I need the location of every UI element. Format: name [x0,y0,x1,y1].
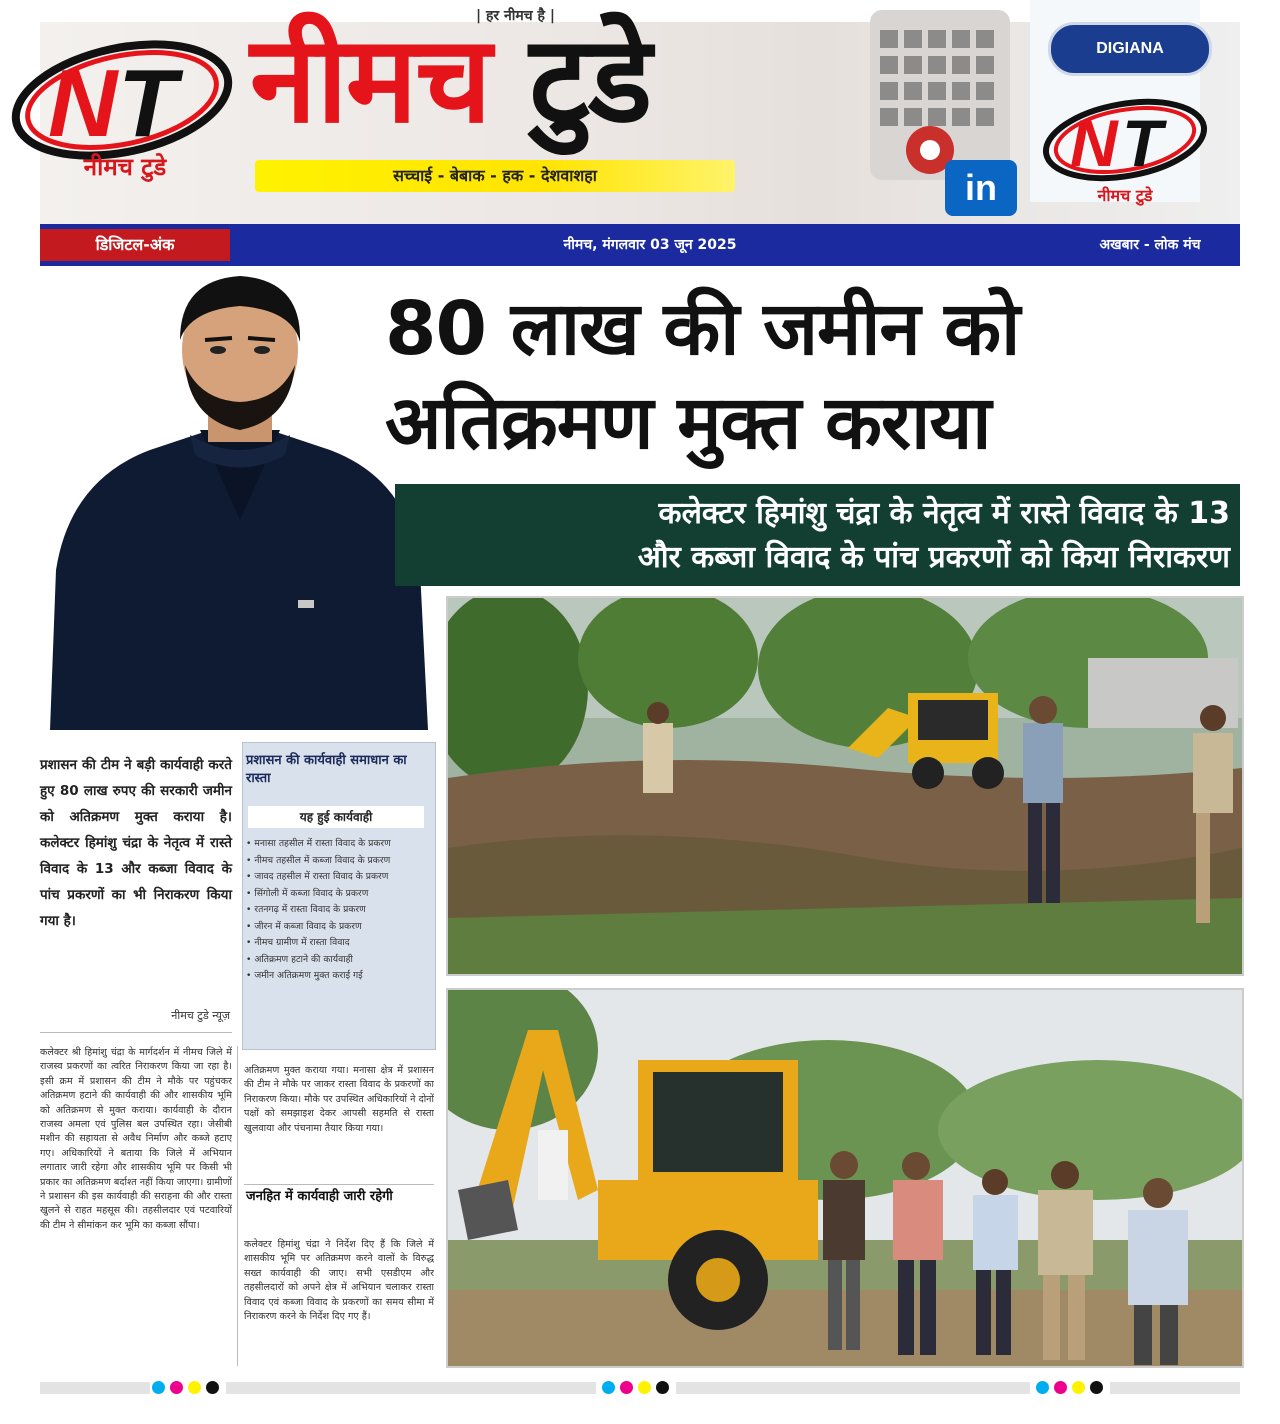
registration-dot-black [656,1381,669,1394]
registration-dot-yellow [188,1381,201,1394]
subhead-line-2: और कब्जा विवाद के पांच प्रकरणों को किया निराकरण [637,540,1230,575]
logo-caption: नीमच टुडे [83,153,167,181]
registration-dot-yellow [638,1381,651,1394]
registration-dot-magenta [1054,1381,1067,1394]
masthead-title: नीमच टुडे [250,11,651,150]
collector-portrait [40,270,430,730]
intro-text: प्रशासन की टीम ने बड़ी कार्यवाही करते हुए 80 लाख रुपए की सरकारी जमीन को अतिक्रमण मुक्त कराया है। कलेक्टर हिमांशु चंद्रा के नेतृत्व में रास्ते विवाद के 13 और कब्जा विवाद के पांच प्रकरणों का भी निराकरण किया गया है। [40,757,232,929]
svg-text:N: N [48,50,118,157]
issue-date: नीमच, मंगलवार 03 जून 2025 [563,237,737,253]
sidebar-item: • सिंगोली में कब्जा विवाद के प्रकरण [246,887,369,899]
registration-dot-cyan [152,1381,165,1394]
sidebar-subtitle: यह हुई कार्यवाही [248,806,424,828]
sidebar-item: • जावद तहसील में रास्ता विवाद के प्रकरण [246,871,389,882]
svg-text:T: T [118,50,177,157]
sidebar-item: • जीरन में कब्जा विवाद के प्रकरण [246,920,362,932]
byline: नीमच टुडे न्यूज़ [171,1009,230,1022]
svg-text:T: T [1122,106,1163,180]
registration-dot-cyan [602,1381,615,1394]
registration-dot-black [206,1381,219,1394]
registration-dot-black [1090,1381,1103,1394]
registration-dot-cyan [1036,1381,1049,1394]
sidebar-item: • नीमच ग्रामीण में रास्ता विवाद [246,937,350,948]
edition-label: डिजिटल-अंक [40,229,230,261]
encroachment-photo-1 [446,596,1244,976]
partner-badge: DIGIANA [1048,22,1212,76]
masthead-tagline: सच्चाई - बेबाक - हक - देशवाशहा [393,166,597,185]
svg-text:N: N [1070,106,1118,180]
sidebar-list [246,836,430,985]
registration-dot-magenta [620,1381,633,1394]
divider [40,1032,232,1033]
column-divider [237,1046,238,1366]
linkedin-icon[interactable]: in [945,160,1017,216]
sidebar-item: • रतनगढ़ में रास्ता विवाद के प्रकरण [246,904,366,915]
registration-dot-magenta [170,1381,183,1394]
registration-bar [1110,1382,1240,1394]
headline-line-2: अतिक्रमण मुक्त कराया [385,380,991,466]
registration-dot-yellow [1072,1381,1085,1394]
headline-line-1: 80 लाख की जमीन को [385,286,1020,372]
masthead-tag: | हर नीमच है | [476,8,555,24]
logo-caption-small: नीमच टुडे [1097,186,1153,205]
encroachment-photo-2 [446,988,1244,1368]
sidebar-title: प्रशासन की कार्यवाही समाधान का रास्ता [246,753,407,786]
article-column-mid-bottom: कलेक्टर हिमांशु चंद्रा ने निर्देश दिए हैं कि जिले में शासकीय भूमि पर अतिक्रमण करने वालों के विरुद्ध सख्त कार्यवाही की जाए। सभी एसडीएम और तहसीलदारों को अपने क्षेत्र में अभियान चलाकर रास्ता विवाद एवं कब्जा विवाद के प्रकरणों का समय सीमा में निराकरण करने के निर्देश दिए गए हैं। [244,1239,434,1323]
divider [244,1184,434,1185]
article-column-left: कलेक्टर श्री हिमांशु चंद्रा के मार्गदर्शन में नीमच जिले में राजस्व प्रकरणों का त्वरित निराकरण किया जा रहा है। इसी क्रम में प्रशासन की टीम ने मौके पर पहुंचकर अतिक्रमण हटाने की कार्यवाही की और शासकीय भूमि को अतिक्रमण से मुक्त कराया। कार्यवाही के दौरान राजस्व अमला एवं पुलिस बल उपस्थित रहा। जेसीबी मशीन की सहायता से अवैध निर्माण और कब्जे हटाए गए। अधिकारियों ने बताया कि जिले में अभियान लगातार जारी रहेगा और शासकीय भूमि पर किसी भी प्रकार का अतिक्रमण बर्दाश्त नहीं किया जाएगा। ग्रामीणों ने प्रशासन की इस कार्यवाही की सराहना की और रास्ता खुलने से राहत महसूस की। तहसीलदार एवं पटवारियों की टीम ने सीमांकन कर भूमि का कब्जा सौंपा। [40,1047,232,1231]
registration-bar [226,1382,596,1394]
subheadline [405,492,1230,580]
registration-bar [676,1382,1030,1394]
sidebar-item: • जमीन अतिक्रमण मुक्त कराई गई [246,970,363,981]
sidebar-item: • अतिक्रमण हटाने की कार्यवाही [246,953,353,965]
subhead-line-1: कलेक्टर हिमांशु चंद्रा के नेतृत्व में रास्ते विवाद के 13 [658,496,1230,531]
edition-right-label: अखबार - लोक मंच [1099,237,1201,253]
sidebar-item: • नीमच तहसील में कब्जा विवाद के प्रकरण [246,854,391,866]
registration-bar [40,1382,150,1394]
sidebar-item: • मनासा तहसील में रास्ता विवाद के प्रकरण [246,838,391,849]
section-heading: जनहित में कार्यवाही जारी रहेगी [246,1189,393,1204]
headline [385,282,1245,470]
article-column-mid: अतिक्रमण मुक्त कराया गया। मनासा क्षेत्र में प्रशासन की टीम ने मौके पर जाकर रास्ता विवाद के प्रकरणों का निराकरण किया। मौके पर उपस्थित अधिकारियों ने दोनों पक्षों को समझाइश देकर आपसी सहमति से रास्ता खुलवाया और पंचनामा तैयार किया गया। [244,1065,434,1134]
